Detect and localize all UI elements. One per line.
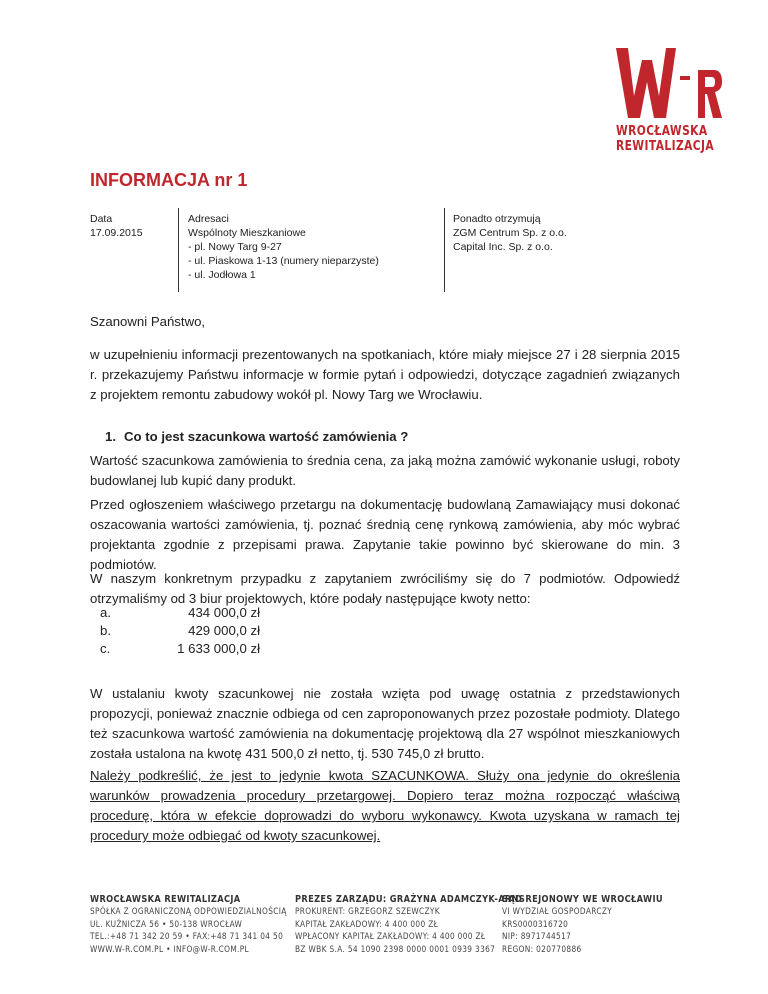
- wr-logo-mark-icon: [614, 46, 724, 120]
- list-item-letter: a.: [100, 605, 111, 620]
- intro-paragraph: w uzupełnieniu informacji prezentowanych na spotkaniach, które miały miejsce 27 i 28 sierpnia 2015 r. przekazujemy Państwu informacje w formie pytań i odpowiedzi, dotyczące zagadnień związanych z projektem remontu zabudowy wokół pl. Nowy Targ we Wrocławiu.: [90, 347, 680, 402]
- section-1-paragraph-1: Wartość szacunkowa zamówienia to średnia cena, za jaką można zamówić wykonanie usługi, roboty budowlanej lub kupić dany produkt.: [90, 453, 680, 488]
- salutation: Szanowni Państwo,: [90, 314, 206, 329]
- list-item-value: 1 633 000,0 zł: [177, 641, 260, 656]
- meta-cc-label: Ponadto otrzymują: [453, 213, 541, 225]
- meta-addressee: - ul. Piaskowa 1-13 (numery nieparzyste): [188, 255, 379, 267]
- section-1-title: Co to jest szacunkowa wartość zamówienia ?: [124, 429, 409, 444]
- footer-company-column: [90, 894, 319, 956]
- list-item-value: 434 000,0 zł: [188, 605, 260, 620]
- footer-line: REGON: 020770886: [502, 944, 582, 955]
- logo-line-1: WROCŁAWSKA: [616, 124, 708, 139]
- footer-line: WPŁACONY KAPITAŁ ZAKŁADOWY: 4 400 000 ZŁ: [295, 932, 486, 943]
- footer-line: BZ WBK S.A. 54 1090 2398 0000 0001 0939 3367: [295, 944, 496, 955]
- meta-addressee: Wspólnoty Mieszkaniowe: [188, 227, 306, 239]
- column-divider: [178, 208, 179, 292]
- footer-company-name: WROCŁAWSKA REWITALIZACJA: [90, 894, 241, 905]
- footer-line: PREZES ZARZĄDU: GRAŻYNA ADAMCZYK-ARNS: [295, 894, 526, 905]
- footer-registry-column: [502, 894, 689, 956]
- logo-line-2: REWITALIZACJA: [616, 139, 715, 154]
- logo-wordmark: [616, 124, 714, 154]
- footer-line: NIP: 8971744517: [502, 932, 572, 943]
- meta-addressees-column: [188, 212, 433, 282]
- footer-line: TEL.:+48 71 342 20 59 • FAX:+48 71 341 04 50: [90, 932, 284, 943]
- footer-line: KAPITAŁ ZAKŁADOWY: 4 400 000 ZŁ: [295, 919, 439, 930]
- meta-cc-recipient: Capital Inc. Sp. z o.o.: [453, 241, 553, 253]
- section-1-paragraph-3: W naszym konkretnym przypadku z zapytaniem zwróciliśmy się do 7 podmiotów. Odpowiedź otrzymaliśmy od 3 biur projektowych, które podały następujące kwoty netto:: [90, 571, 680, 606]
- meta-addressee: - pl. Nowy Targ 9-27: [188, 241, 282, 253]
- meta-cc-recipient: ZGM Centrum Sp. z o.o.: [453, 227, 567, 239]
- section-1-paragraph-4: W ustalaniu kwoty szacunkowej nie została wzięta pod uwagę ostatnia z przedstawionych propozycji, ponieważ znacznie odbiega od cen zaproponowanych przez pozostałe podmioty. Dlatego też szacunkowa wartość zamówienia na dokumentację projektową dla 27 wspólnot mieszkaniowych została ustalona na kwotę 431 500,0 zł netto, tj. 530 745,0 zł brutto.: [90, 686, 680, 761]
- footer-line: UL. KUŹNICZA 56 • 50-138 WROCŁAW: [90, 919, 243, 930]
- meta-cc-column: [453, 212, 653, 254]
- footer-line: WWW.W-R.COM.PL • INFO@W-R.COM.PL: [90, 944, 250, 955]
- meta-addressee: - ul. Jodłowa 1: [188, 269, 256, 281]
- list-item-value: 429 000,0 zł: [188, 623, 260, 638]
- footer-line: VI WYDZIAŁ GOSPODARCZY: [502, 907, 613, 918]
- list-item-letter: c.: [100, 641, 111, 656]
- document-title: INFORMACJA nr 1: [90, 170, 248, 190]
- footer-line: SĄD REJONOWY WE WROCŁAWIU: [502, 894, 663, 905]
- meta-addressees-label: Adresaci: [188, 213, 229, 225]
- footer-line: KRS0000316720: [502, 919, 569, 930]
- meta-date-value: 17.09.2015: [90, 227, 143, 239]
- column-divider: [444, 208, 445, 292]
- section-1-emphasis-paragraph: Należy podkreślić, że jest to jedynie kwota SZACUNKOWA. Służy ona jedynie do określenia warunków prowadzenia procedury przetargowej. Dopiero teraz można rozpocząć właściwą procedurę, która w efekcie doprowadzi do wyboru wykonawcy. Kwota uzyskana w ramach tej procedury może odbiegać od kwoty szacunkowej.: [90, 768, 680, 843]
- footer-line: PROKURENT: GRZEGORZ SZEWCZYK: [295, 907, 440, 918]
- meta-date-label: Data: [90, 213, 113, 225]
- list-item-letter: b.: [100, 623, 111, 638]
- footer-line: SPÓŁKA Z OGRANICZONĄ ODPOWIEDZIALNOŚCIĄ: [90, 907, 287, 918]
- meta-date-column: [90, 212, 170, 240]
- section-1-number: 1.: [105, 429, 116, 444]
- section-1-heading: [90, 427, 680, 447]
- company-logo: [608, 40, 728, 160]
- section-1-paragraph-2: Przed ogłoszeniem właściwego przetargu na dokumentację budowlaną Zamawiający musi dokonać oszacowania wartości zamówienia, tj. poznać średnią cenę rynkową zamówienia, aby móc wybrać projektanta zgodnie z przepisami prawa. Zapytanie takie powinno być skierowane do min. 3 podmiotów.: [90, 497, 680, 572]
